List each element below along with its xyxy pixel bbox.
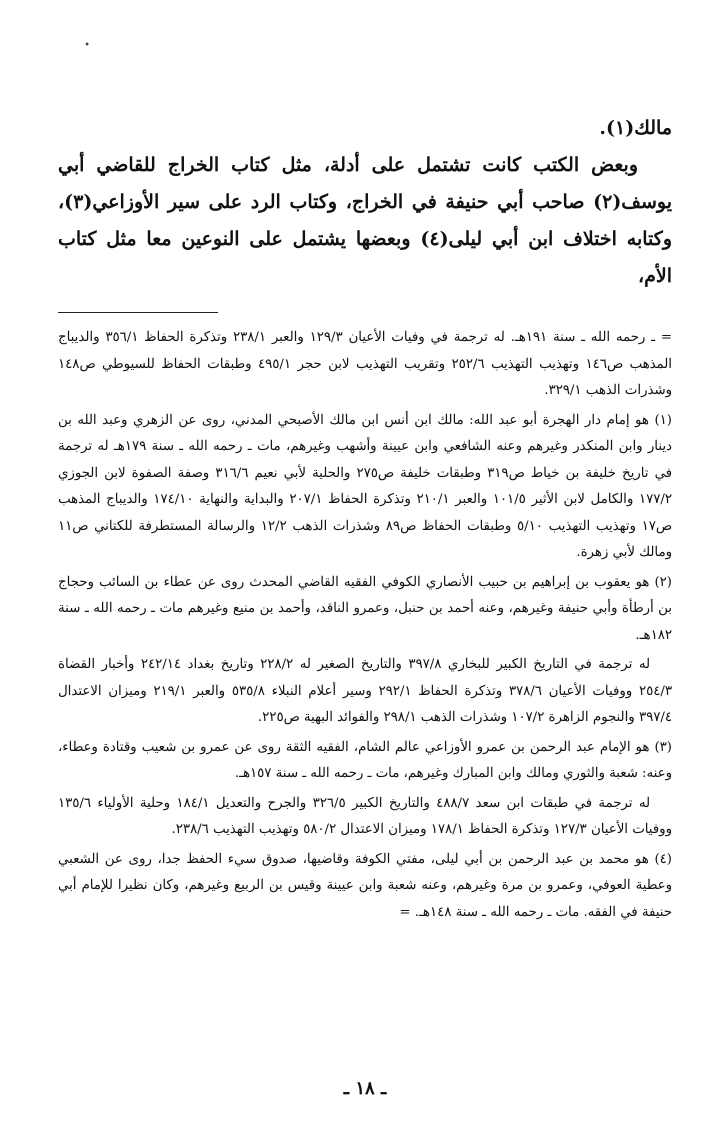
- footnote-2-references: له ترجمة في التاريخ الكبير للبخاري ٣٩٧/٨ والتاريخ الصغير له ٢٢٨/٢ وتاريخ بغداد ٢٤٢/١٤ وأخبار القضاة ٢٥٤/٣ ووفيات الأعيان ٣٧٨/٦ وتذكرة الحفاظ ٢٩٢/١ وسير أعلام النبلاء ٥٣٥/٨ والعبر ٢١٩/١ وميزان الاعتدال ٣٩٧/٤ والنجوم الزاهرة ١٠٧/٢ وشذرات الذهب ٢٩٨/١ والفوائد البهية ص٢٢٥.: [58, 657, 672, 725]
- heading-fragment: مالك(١).: [599, 117, 672, 139]
- book-page: [58, 0, 672, 1134]
- main-text: [58, 110, 672, 295]
- footnote-2: (٢) هو يعقوب بن إبراهيم بن حبيب الأنصاري الكوفي الفقيه القاضي المحدث روى عن عطاء بن السائب وحجاج بن أرطأة وأبي حنيفة وغيرهم، وعنه أحمد بن حنبل، وعمرو الناقد، وأحمد بن منيع وغيرهم مات ـ رحمه الله ـ سنة ١٨٢هـ.: [58, 574, 672, 643]
- footnote-3-references: له ترجمة في طبقات ابن سعد ٤٨٨/٧ والتاريخ الكبير ٣٢٦/٥ والجرح والتعديل ١٨٤/١ وحلية الأولياء ١٣٥/٦ ووفيات الأعيان ١٢٧/٣ وتذكرة الحفاظ ١٧٨/١ وميزان الاعتدال ٥٨٠/٢ وتهذيب التهذيب ٢٣٨/٦.: [58, 795, 672, 837]
- footnote-separator: [58, 312, 218, 313]
- footnote-1: (١) هو إمام دار الهجرة أبو عبد الله: مالك ابن أنس ابن مالك الأصبحي المدني، روى عن الزهري وعبد الله بن دينار وابن المنكدر وغيرهم وعنه الشافعي وابن عيينة وأشهب وغيرهم، مات ـ رحمه الله ـ سنة ١٧٩هـ له ترجمة في تاريخ خليفة بن خياط ص٣١٩ وطبقات خليفة ص٢٧٥ والحلية لأبي نعيم ٣١٦/٦ وصفة الصفوة لابن الجوزي ١٧٧/٢ والكامل لابن الأثير ١٠١/٥ والعبر ٢١٠/١ وتذكرة الحفاظ ٢٠٧/١ والبداية والنهاية ١٧٤/١٠ والديباج المذهب ص١٧ وتهذيب التهذيب ٥/١٠ وطبقات الحفاظ ص٨٩ وشذرات الذهب ١٢/٢ والرسالة المستطرفة للكتاني ص١١ ومالك لأبي زهرة.: [58, 412, 673, 560]
- scan-speck: •: [84, 40, 90, 51]
- footnote-4: (٤) هو محمد بن عبد الرحمن بن أبي ليلى، مفتي الكوفة وقاضيها، صدوق سيء الحفظ جدا، روى عن الشعبي وعطية العوفي، وعمرو بن مرة وغيرهم، وعنه شعبة وابن عيينة وقيس بن الربيع وغيرهم، وكان نظيرا للإمام أبي حنيفة في الفقه. مات ـ رحمه الله ـ سنة ١٤٨هـ. =: [58, 851, 672, 920]
- body-paragraph: وبعض الكتب كانت تشتمل على أدلة، مثل كتاب الخراج للقاضي أبي يوسف(٢) صاحب أبي حنيفة في الخراج، وكتاب الرد على سير الأوزاعي(٣)، وكتابه اختلاف ابن أبي ليلى(٤) وبعضها يشتمل على النوعين معا مثل كتاب الأم،: [58, 154, 672, 287]
- footnote-3: (٣) هو الإمام عبد الرحمن بن عمرو الأوزاعي عالم الشام، الفقيه الثقة روى عن عمرو بن شعيب وقتادة وعطاء، وعنه: شعبة والثوري ومالك وابن المبارك وغيرهم، مات ـ رحمه الله ـ سنة ١٥٧هـ.: [58, 739, 672, 781]
- footnotes-section: [58, 325, 672, 929]
- page-number: ـ ١٨ ـ: [343, 1078, 387, 1099]
- footnote-continuation: = ـ رحمه الله ـ سنة ١٩١هـ. له ترجمة في وفيات الأعيان ١٢٩/٣ والعبر ٢٣٨/١ وتذكرة الحفاظ ٣٥٦/١ والديباج المذهب ص١٤٦ وتهذيب التهذيب ٢٥٢/٦ وتقريب التهذيب لابن حجر ٤٩٥/١ وطبقات الحفاظ للسيوطي ص١٤٨ وشذرات الذهب ٣٢٩/١.: [58, 330, 672, 398]
